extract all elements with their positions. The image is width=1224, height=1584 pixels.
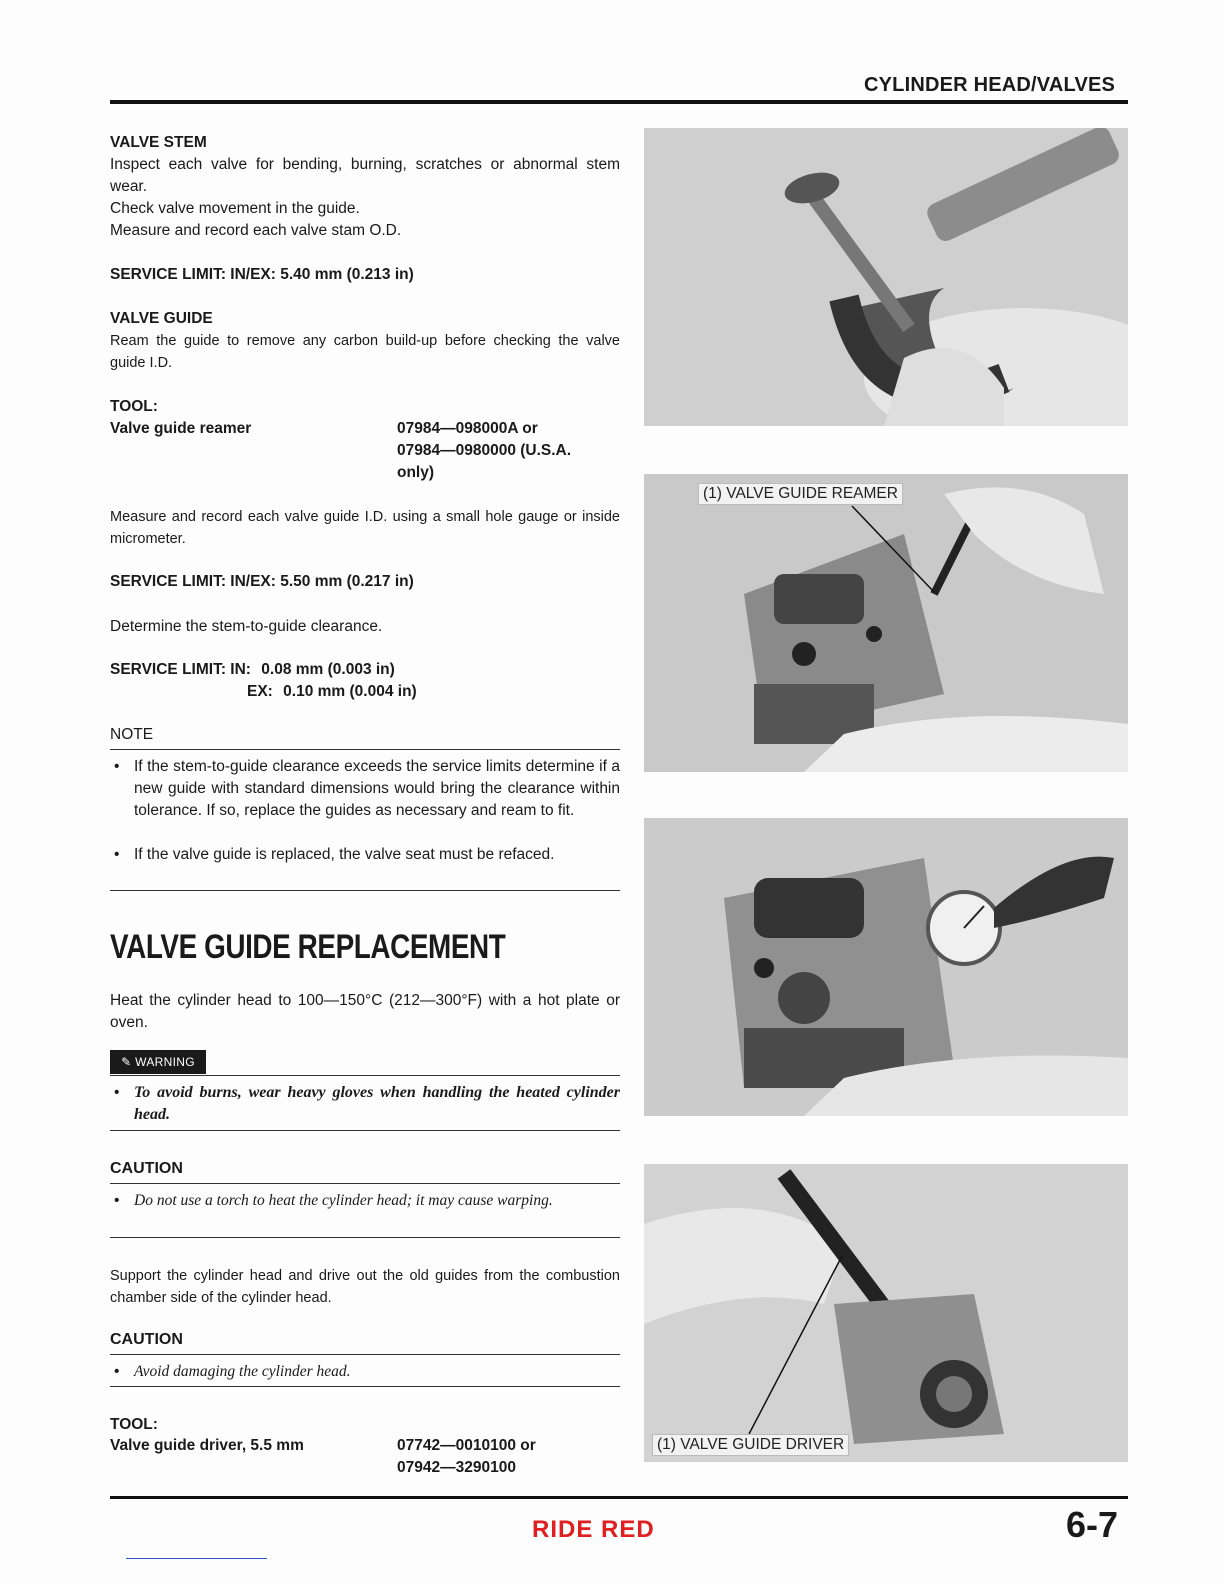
warning-rule-top: [110, 1075, 620, 1076]
valve-stem-text-3: Measure and record each valve stam O.D.: [110, 222, 402, 239]
tool-row-driver: [110, 1435, 620, 1476]
valve-guide-text-3: Determine the stem-to-guide clearance.: [110, 618, 383, 635]
callout-valve-guide-driver: (1) VALVE GUIDE DRIVER: [652, 1434, 849, 1456]
warning-text: To avoid burns, wear heavy gloves when handling the heated cylinder head.: [134, 1084, 620, 1123]
tool-number-2: 07942—3290100: [397, 1459, 516, 1476]
valve-guide-service-limit: SERVICE LIMIT: IN/EX: 5.50 mm (0.217 in): [110, 573, 414, 590]
caution-2-rule-top: [110, 1354, 620, 1355]
note-bullet-1: [110, 756, 620, 822]
note-heading: NOTE: [110, 726, 154, 743]
brand-logo: RIDE RED: [532, 1516, 655, 1543]
tool-name-driver: Valve guide driver, 5.5 mm: [110, 1437, 304, 1454]
header-rule: [110, 100, 1128, 104]
caution-2-heading: CAUTION: [110, 1331, 183, 1348]
valve-guide-section: [110, 308, 620, 374]
tool-numbers-driver: [397, 1435, 622, 1479]
clearance-in: 0.08 mm (0.003 in): [261, 661, 395, 678]
note-bullet-2-text: If the valve guide is replaced, the valve seat must be refaced.: [134, 846, 555, 863]
note-bullet-1-text: If the stem-to-guide clearance exceeds the service limits determine if a new guide with standard dimensions would bring the clearance within tolerance. If so, replace the guides as necessary and ream to fit.: [134, 758, 620, 819]
clearance-limits: [110, 659, 620, 703]
valve-stem-heading: VALVE STEM: [110, 134, 207, 151]
caution-1-bullet: [110, 1190, 620, 1212]
tool-number-1: 07984—098000A or: [397, 420, 538, 437]
warning-rule-bottom: [110, 1130, 620, 1131]
caution-1-heading: CAUTION: [110, 1160, 183, 1177]
valve-stem-text-2: Check valve movement in the guide.: [110, 200, 360, 217]
tool-row-reamer: [110, 418, 620, 481]
tool-number-2: 07984—0980000 (U.S.A.: [397, 442, 572, 459]
tool-heading-2: TOOL:: [110, 1416, 158, 1433]
bullet-dot: •: [114, 758, 120, 775]
section-title: CYLINDER HEAD/VALVES: [864, 74, 1116, 96]
figure-valve-guide-gauge: [644, 818, 1128, 1116]
caution-1-rule-top: [110, 1183, 620, 1184]
warning-bullet: [110, 1082, 620, 1126]
valve-stem-service-limit: SERVICE LIMIT: IN/EX: 5.40 mm (0.213 in): [110, 266, 414, 283]
valve-stem-text-1: Inspect each valve for bending, burning, scratches or abnormal stem wear.: [110, 156, 620, 195]
clearance-label: SERVICE LIMIT: IN:: [110, 661, 251, 678]
caution-2-rule-bottom: [110, 1386, 620, 1387]
replacement-text-2: Support the cylinder head and drive out the old guides from the combustion chamber side of the cylinder head.: [110, 1268, 620, 1306]
page-number: 6-7: [1066, 1504, 1119, 1545]
replacement-text-1: Heat the cylinder head to 100—150°C (212—300°F) with a hot plate or oven.: [110, 992, 620, 1031]
bullet-dot: •: [114, 1363, 120, 1380]
bullet-dot: •: [114, 1192, 120, 1209]
warning-icon: ✎: [121, 1055, 132, 1069]
caution-2-text: Avoid damaging the cylinder head.: [134, 1363, 351, 1380]
caution-1-rule-bottom: [110, 1237, 620, 1238]
note-bullet-2: [110, 844, 620, 866]
callout-valve-guide-reamer: (1) VALVE GUIDE REAMER: [698, 483, 903, 505]
figure-valve-guide-reamer: [644, 474, 1128, 772]
dial-gauge-illustration: [644, 818, 1128, 1116]
replacement-title: VALVE GUIDE REPLACEMENT: [110, 928, 506, 966]
warning-label: WARNING: [135, 1055, 195, 1069]
driver-illustration: [644, 1164, 1128, 1462]
caution-1-text: Do not use a torch to heat the cylinder head; it may cause warping.: [134, 1192, 553, 1209]
tool-numbers-reamer: [397, 418, 622, 484]
tool-heading-1: TOOL:: [110, 398, 158, 415]
bullet-dot: •: [114, 1084, 120, 1101]
warning-badge: [110, 1050, 206, 1074]
tool-number-3: only): [397, 464, 435, 481]
micrometer-illustration: [644, 128, 1128, 426]
note-rule-bottom: [110, 890, 620, 891]
valve-guide-heading: VALVE GUIDE: [110, 310, 213, 327]
link-underline: [126, 1558, 267, 1559]
tool-number-1: 07742—0010100 or: [397, 1437, 536, 1454]
note-rule-top: [110, 749, 620, 750]
caution-2-bullet: [110, 1361, 620, 1383]
figure-valve-guide-driver: [644, 1164, 1128, 1462]
valve-stem-section: [110, 132, 620, 242]
bullet-dot: •: [114, 846, 120, 863]
clearance-ex-label: EX:: [247, 683, 273, 700]
figure-valve-stem-micrometer: [644, 128, 1128, 426]
valve-guide-text-1: Ream the guide to remove any carbon build-up before checking the valve guide I.D.: [110, 333, 620, 371]
clearance-ex: 0.10 mm (0.004 in): [283, 683, 417, 700]
reamer-illustration: [644, 474, 1128, 772]
valve-guide-text-2: Measure and record each valve guide I.D. using a small hole gauge or inside micrometer.: [110, 509, 620, 547]
footer-rule: [110, 1496, 1128, 1499]
tool-name-reamer: Valve guide reamer: [110, 420, 252, 437]
